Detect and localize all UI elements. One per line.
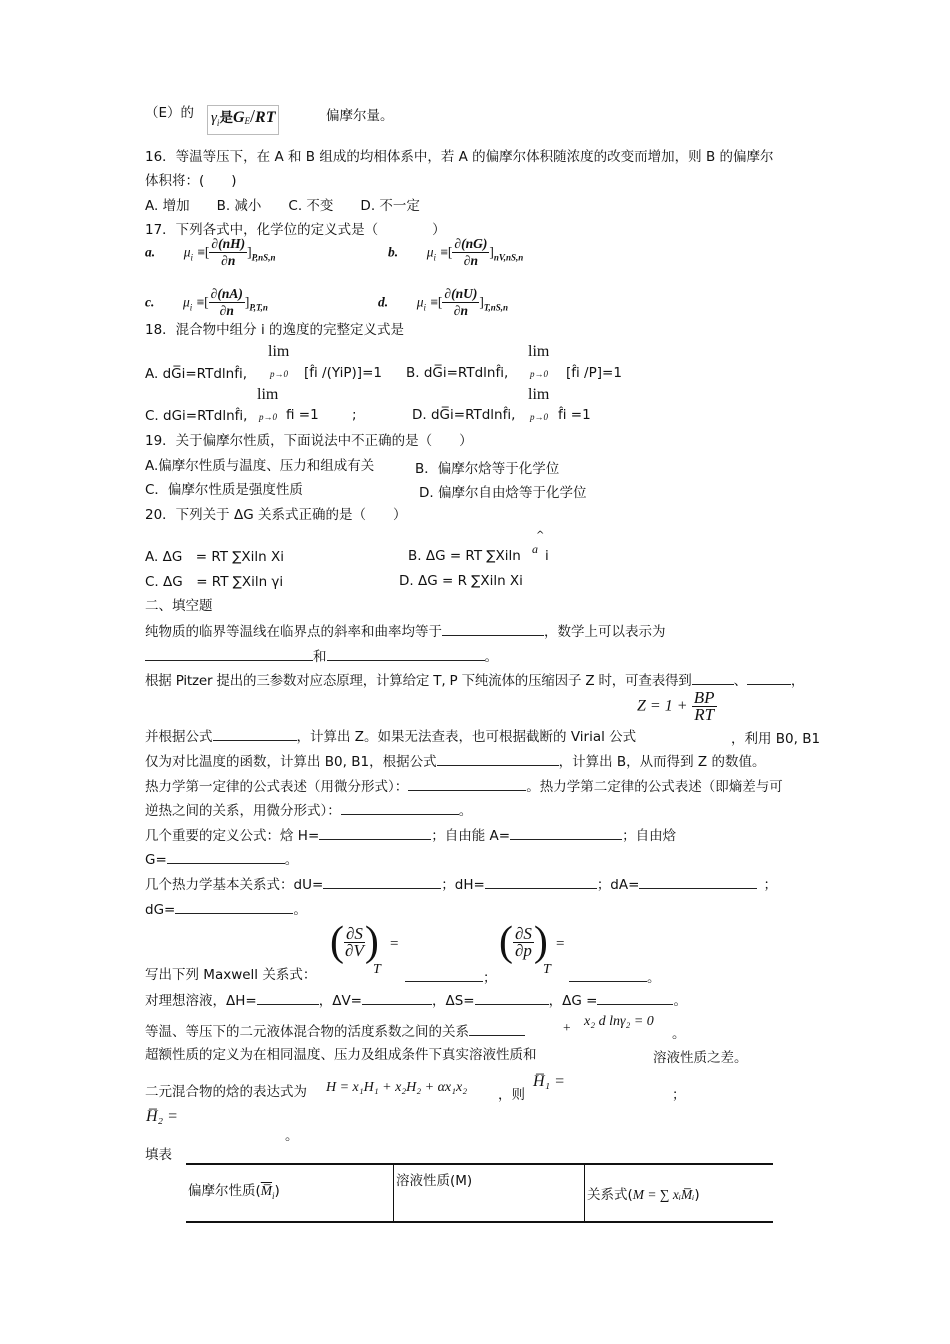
- q18-option-d: D. dG̅i=RTdlnf̂i,: [412, 407, 516, 423]
- q18-lim-b: lim: [528, 343, 550, 360]
- fill10-end: 。: [285, 1128, 299, 1144]
- maxwell-1-blank: ；: [405, 966, 497, 986]
- fill5-line2: dG= 。: [145, 902, 307, 918]
- fill4-line2: G= 。: [145, 852, 299, 868]
- virial-formula: Z = 1 + $\frac{BP}{RT}$: [637, 688, 715, 724]
- blank-10: [319, 826, 431, 840]
- fill8-plus: +: [563, 1020, 571, 1035]
- maxwell-1-sub: T: [373, 962, 381, 977]
- fill5-line1: 几个热力学基本关系式：dU= ；dH= ；dA= ；: [145, 877, 777, 893]
- fill3-line1: 热力学第一定律的公式表述（用微分形式）： 。热力学第二定律的公式表述（即熵差与可: [145, 779, 783, 795]
- q20-stem: 20．下列关于 ΔG 关系式正确的是（ ）: [145, 507, 407, 523]
- q19-option-c: C．偏摩尔性质是强度性质: [145, 482, 303, 498]
- fill10-semi: ；: [672, 1087, 686, 1103]
- blank-18: [362, 991, 432, 1005]
- blank-5: [747, 671, 791, 685]
- q20-option-a: A. ΔG = RT ∑Xiln Xi: [145, 549, 285, 565]
- q20-option-c: C. ΔG = RT ∑Xiln γi: [145, 574, 284, 590]
- fill1-line2: 和 。: [145, 647, 498, 666]
- fill3-line2: 逆热之间的关系，用微分形式）： 。: [145, 803, 473, 819]
- fill6-label: 写出下列 Maxwell 关系式：: [145, 967, 317, 983]
- blank-16: [175, 900, 293, 914]
- fill2-line2: 并根据公式 ，计算出 Z。如果无法查表，也可根据截断的 Virial 公式: [145, 729, 637, 745]
- fill2-line1: 根据 Pitzer 提出的三参数对应态原理，计算给定 T, P 下纯流体的压缩因子 Z 时，可查表得到 、 ，: [145, 673, 805, 689]
- blank-21: [469, 1022, 525, 1036]
- q18-lim-c-sub: p→0: [259, 412, 277, 422]
- maxwell-2: ( $\frac{\partial S}{\partial p}$ ): [499, 919, 548, 965]
- fill9-end: 溶液性质之差。: [653, 1050, 748, 1066]
- q17-option-d: d. $\mu_i$ ≡[ $\frac{\partial(nU)}{\partial n}$ ]$_{T,nS,n}$: [378, 286, 509, 318]
- q15e-formula: $\gamma_i$是$G_E/RT$: [207, 105, 279, 135]
- q18-lim-c: lim: [257, 386, 279, 403]
- blank-1: [442, 622, 522, 636]
- table-cell-relation: 关系式(M = ∑ xᵢM̅ᵢ): [585, 1164, 774, 1222]
- blank-8: [408, 777, 526, 791]
- q20-option-b-i: i: [545, 548, 549, 564]
- maxwell-2-blank: 。: [569, 966, 661, 986]
- q18-option-a: A. dG̅i=RTdlnf̂i,: [145, 366, 247, 382]
- blank-15: [639, 875, 757, 889]
- fill7-line: 对理想溶液，ΔH= ，ΔV= ，ΔS= ，ΔG = 。: [145, 993, 687, 1009]
- blank-9: [341, 801, 459, 815]
- q17-option-b: b. $\mu_i$ ≡[ $\frac{\partial(nG)}{\partial n}$ ]$_{nV,nS,n}$: [388, 236, 524, 268]
- table-cell-partial-molar: 偏摩尔性质$(M̅_i)$: [188, 1183, 280, 1201]
- blank-17: [257, 991, 319, 1005]
- blank-2: [145, 647, 313, 661]
- q19-stem: 19．关于偏摩尔性质，下面说法中不正确的是（ ）: [145, 433, 473, 449]
- q15e-prefix: （E）的: [145, 105, 195, 121]
- blank-13: [323, 875, 441, 889]
- blank-14: [485, 875, 597, 889]
- fill10-eq: H = x₁H₁ + x₂H₂ + αx₁x₂: [326, 1080, 468, 1095]
- q18-option-b: B. dG̅i=RTdlnf̂i,: [406, 365, 509, 381]
- q20-hat: ^: [536, 530, 545, 541]
- blank-3: [327, 647, 485, 661]
- q18-option-d-cond: f̂i =1: [558, 407, 591, 423]
- maxwell-1-eq: =: [390, 936, 399, 952]
- q20-option-d: D. ΔG = R ∑Xiln Xi: [399, 573, 523, 589]
- q18-lim-d-sub: p→0: [530, 412, 548, 422]
- blank-19: [475, 991, 549, 1005]
- q16-line1: 16．等温等压下，在 A 和 B 组成的均相体系中，若 A 的偏摩尔体积随浓度的改变而增加，则 B 的偏摩尔: [145, 149, 774, 165]
- q20-option-b-a: a: [532, 542, 538, 556]
- fill10-h1: H̅₁ =: [533, 1073, 565, 1090]
- maxwell-2-sub: T: [543, 962, 551, 977]
- q15e-line: [145, 104, 194, 122]
- fill9-line: 超额性质的定义为在相同温度、压力及组成条件下真实溶液性质和: [145, 1047, 537, 1063]
- q19-option-a: A.偏摩尔性质与温度、压力和组成有关: [145, 458, 375, 474]
- q18-semicolon: ;: [352, 407, 357, 423]
- q18-lim-d: lim: [528, 386, 550, 403]
- blank-7: [437, 752, 559, 766]
- q17-stem: 17．下列各式中，化学位的定义式是（ ）: [145, 222, 446, 238]
- table-row: [186, 1164, 773, 1222]
- fill10-label: 二元混合物的焓的表达式为: [145, 1084, 307, 1100]
- fill8-eq: x₂ d lnγ₂ = 0: [584, 1014, 654, 1029]
- q20-option-b: B. ΔG = RT ∑Xiln: [408, 548, 521, 564]
- fill8-end: 。: [672, 1026, 686, 1042]
- q19-option-d: D. 偏摩尔自由焓等于化学位: [419, 485, 587, 501]
- fill8-line: 等温、等压下的二元液体混合物的活度系数之间的关系: [145, 1022, 525, 1041]
- q18-option-a-cond: [f̂i /(YiP)]=1: [304, 365, 382, 381]
- blank-4: [692, 671, 734, 685]
- fill2-line3: 仅为对比温度的函数，计算出 B0, B1，根据公式 ，计算出 B，从而得到 Z 的数值。: [145, 754, 766, 770]
- q15e-suffix: 偏摩尔量。: [326, 108, 394, 124]
- blank-11: [510, 826, 622, 840]
- blank-6: [213, 727, 297, 741]
- fill-table-label: 填表: [145, 1147, 172, 1163]
- q18-stem: 18．混合物中组分 i 的逸度的完整定义式是: [145, 322, 405, 338]
- blank-20: [597, 991, 673, 1005]
- q16-line2: 体积将：( ): [145, 173, 237, 189]
- q18-lim-a: lim: [268, 343, 290, 360]
- q18-lim-b-sub: p→0: [530, 369, 548, 379]
- blank-12: [167, 850, 285, 864]
- fill10-h2: H̅₂ =: [146, 1108, 178, 1125]
- q18-option-b-cond: [f̂i /P]=1: [566, 365, 622, 381]
- q18-lim-a-sub: p→0: [270, 369, 288, 379]
- table-cell-solution-property: 溶液性质(M): [394, 1164, 585, 1222]
- maxwell-2-eq: =: [556, 936, 565, 952]
- q19-option-b: B．偏摩尔焓等于化学位: [415, 461, 560, 477]
- maxwell-1: ( $\frac{\partial S}{\partial V}$ ): [330, 919, 379, 965]
- fill10-then: ，则: [498, 1087, 525, 1103]
- fill1-line1: 纯物质的临界等温线在临界点的斜率和曲率均等于 ，数学上可以表示为: [145, 624, 666, 640]
- q18-option-c-cond: fi =1: [286, 407, 319, 423]
- fill4-line1: 几个重要的定义公式：焓 H= ；自由能 A= ；自由焓: [145, 828, 677, 844]
- fill-table: [186, 1163, 773, 1223]
- fill2-line2-end: ，利用 B0, B1: [731, 731, 821, 747]
- q16-options: A. 增加 B. 减小 C. 不变 D. 不一定: [145, 198, 420, 214]
- q17-option-a: a. $\mu_i$ ≡[ $\frac{\partial(nH)}{\partial n}$ ]$_{P,nS,n}$: [145, 236, 276, 268]
- q17-option-c: c. $\mu_i$ ≡[ $\frac{\partial(nA)}{\partial n}$ ]$_{P,T,n}$: [145, 286, 268, 318]
- section2-title: 二、填空题: [145, 598, 213, 614]
- q18-option-c: C. dGi=RTdlnf̂i,: [145, 408, 248, 424]
